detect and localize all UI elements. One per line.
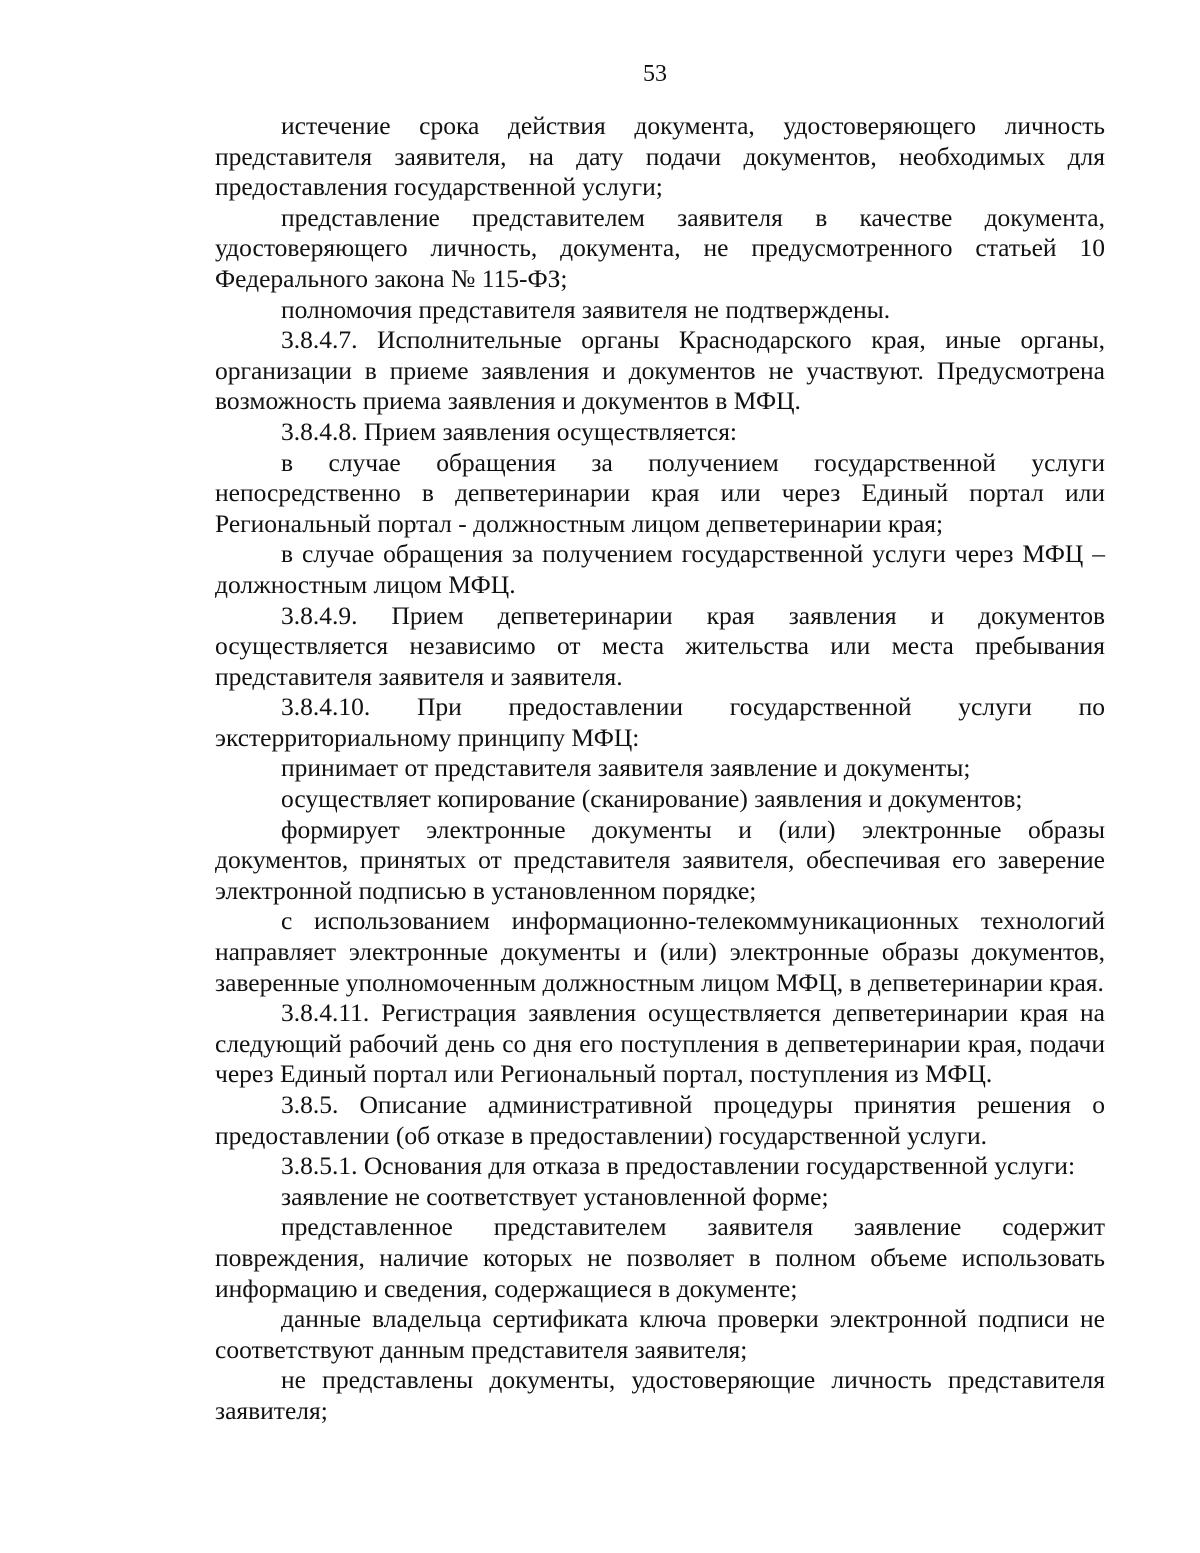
paragraph-18: представленное представителем заявителя заявление содержит повреждения, наличие которых не позволяет в полном объеме использовать информацию и сведения, содержащиеся в документе;: [215, 1212, 1105, 1303]
paragraph-1: истечение срока действия документа, удостоверяющего личность представителя заявителя, на дату подачи документов, необходимых для предоставления государственной услуги;: [215, 111, 1105, 202]
page-number: 53: [643, 61, 667, 87]
paragraph-5: 3.8.4.8. Прием заявления осуществляется:: [281, 416, 738, 446]
paragraph-6: в случае обращения за получением государственной услуги непосредственно в депветеринарии края или через Единый портал или Региональный портал - должностным лицом депветеринарии края;: [215, 447, 1105, 538]
paragraph-14: 3.8.4.11. Регистрация заявления осуществляется депветеринарии края на следующий рабочий день со дня его поступления в депветеринарии края, подачи через Единый портал или Региональный портал, поступления из МФЦ.: [215, 998, 1105, 1089]
paragraph-19: данные владельца сертификата ключа проверки электронной подписи не соответствуют данным представителя заявителя;: [215, 1304, 1105, 1364]
paragraph-4: 3.8.4.7. Исполнительные органы Краснодарского края, иные органы, организации в приеме заявления и документов не участвуют. Предусмотрена возможность приема заявления и документов в МФЦ.: [215, 325, 1105, 416]
paragraph-15: 3.8.5. Описание административной процедуры принятия решения о предоставлении (об отказе в предоставлении) государственной услуги.: [215, 1090, 1105, 1150]
paragraph-7: в случае обращения за получением государственной услуги через МФЦ – должностным лицом МФЦ.: [215, 539, 1105, 599]
paragraph-10: принимает от представителя заявителя заявление и документы;: [281, 753, 971, 783]
paragraph-12: формирует электронные документы и (или) электронные образы документов, принятых от представителя заявителя, обеспечивая его заверение электронной подписью в установленном порядке;: [215, 814, 1105, 905]
paragraph-8: 3.8.4.9. Прием депветеринарии края заявления и документов осуществляется независимо от места жительства или места пребывания представителя заявителя и заявителя.: [215, 600, 1105, 691]
paragraph-13: с использованием информационно-телекоммуникационных технологий направляет электронные документы и (или) электронные образы документов, заверенные уполномоченным должностным лицом МФЦ, в депветеринарии края.: [215, 906, 1105, 997]
paragraph-17: заявление не соответствует установленной форме;: [281, 1181, 829, 1211]
paragraph-20: не представлены документы, удостоверяющие личность представителя заявителя;: [215, 1365, 1105, 1425]
paragraph-11: осуществляет копирование (сканирование) заявления и документов;: [281, 784, 1023, 814]
paragraph-9: 3.8.4.10. При предоставлении государственной услуги по экстерриториальному принципу МФЦ:: [215, 692, 1105, 752]
paragraph-3: полномочия представителя заявителя не подтверждены.: [281, 294, 891, 324]
paragraph-16: 3.8.5.1. Основания для отказа в предоставлении государственной услуги:: [281, 1151, 1076, 1181]
paragraph-2: представление представителем заявителя в качестве документа, удостоверяющего личность, документа, не предусмотренного статьей 10 Федерального закона № 115-ФЗ;: [215, 202, 1105, 293]
document-body: [215, 111, 1105, 1427]
